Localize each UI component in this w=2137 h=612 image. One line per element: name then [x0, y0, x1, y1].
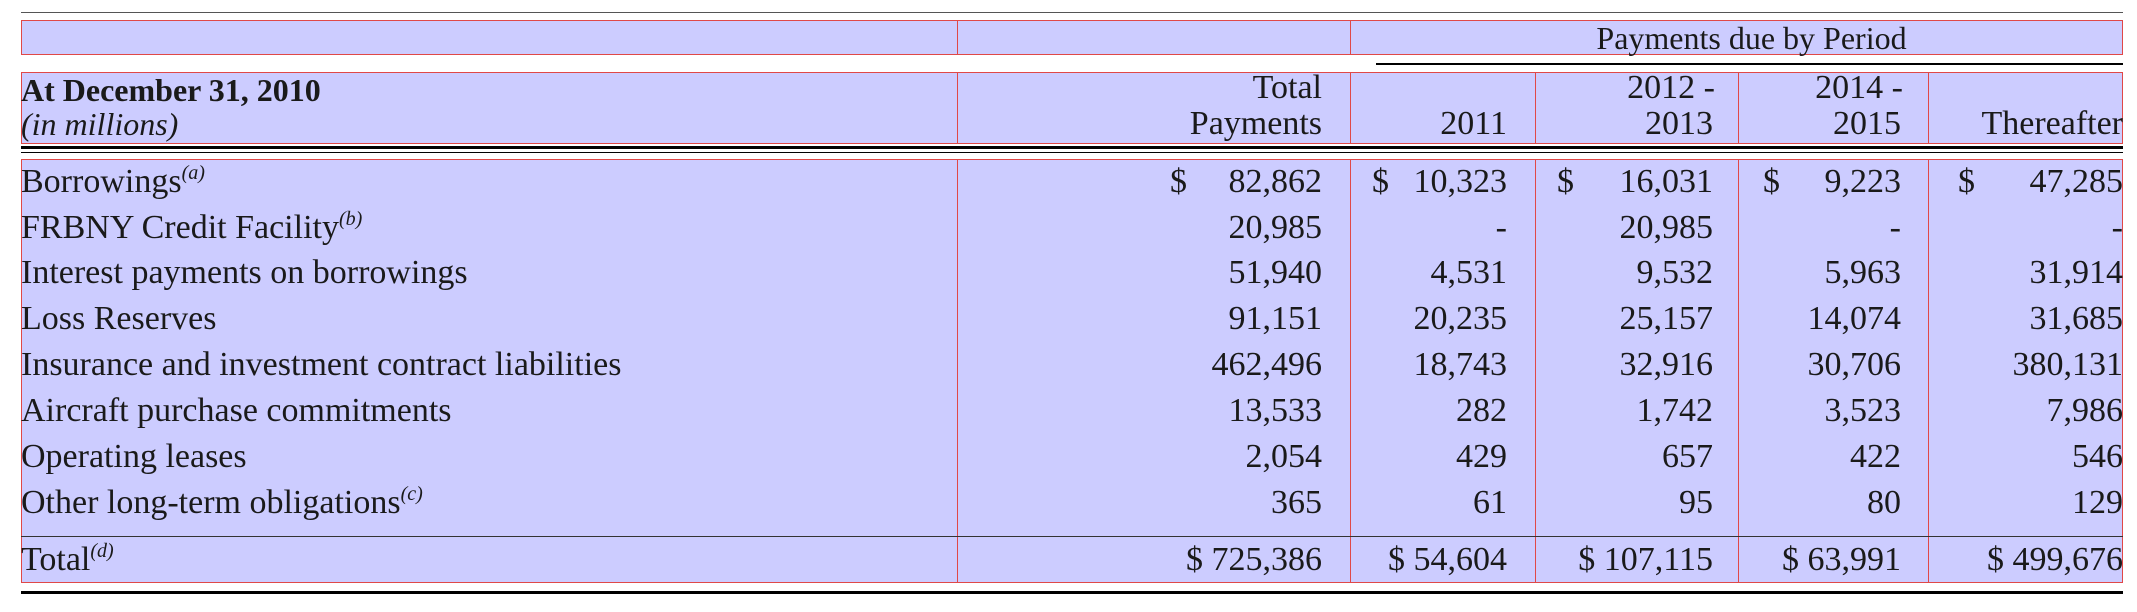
total-rule — [21, 536, 2123, 537]
total-cell: $ 63,991 — [1782, 541, 1901, 578]
cell-value: 25,157 — [1619, 300, 1713, 337]
table-cell — [1763, 391, 1901, 431]
table-cell — [1763, 345, 1901, 385]
table-cell — [1170, 437, 1322, 477]
table-cell — [1170, 345, 1322, 385]
table-cell — [1372, 162, 1507, 202]
cell-value: 20,235 — [1413, 300, 1507, 337]
table-cell — [1763, 162, 1901, 202]
stub-header-title: At December 31, 2010 — [21, 72, 321, 108]
table-cell — [1557, 162, 1713, 202]
row-label-text: Insurance and investment contract liabilities — [21, 346, 622, 383]
table-cell — [1170, 253, 1322, 293]
table-cell — [1557, 299, 1713, 339]
top-rule — [21, 12, 2123, 13]
cell-value: 2,054 — [1245, 438, 1322, 475]
cell-value: 31,914 — [2029, 254, 2123, 291]
row-label-text: FRBNY Credit Facility — [21, 209, 339, 246]
cell-value: 3,523 — [1824, 392, 1901, 429]
table-cell — [1557, 253, 1713, 293]
table-cell — [1763, 208, 1901, 248]
table-cell — [1557, 208, 1713, 248]
footnote-marker: (b) — [338, 208, 363, 230]
col-thereafter-line2: Thereafter — [1981, 105, 2123, 142]
cell-value: 282 — [1456, 392, 1507, 429]
table-cell — [1557, 345, 1713, 385]
row-label — [21, 299, 216, 339]
total-cell: $ 725,386 — [1186, 541, 1322, 578]
table-cell — [1372, 253, 1507, 293]
total-cell: $ 499,676 — [1987, 541, 2123, 578]
cell-value: 462,496 — [1211, 346, 1322, 383]
cell-value: 47,285 — [2029, 163, 2123, 200]
col-total-line1: Total — [1252, 69, 1322, 106]
table-cell — [1763, 299, 1901, 339]
table-cell — [1958, 391, 2123, 431]
table-cell — [1372, 299, 1507, 339]
table-cell — [1958, 299, 2123, 339]
row-label-text: Loss Reserves — [21, 300, 217, 337]
footnote-marker: (d) — [90, 540, 114, 562]
table-cell — [1170, 162, 1322, 202]
header-rule-thick — [21, 146, 2123, 149]
table-cell — [1170, 208, 1322, 248]
cell-value: 129 — [2072, 484, 2123, 521]
col-2014-line1: 2014 - — [1815, 69, 1903, 106]
currency-symbol: $ — [1372, 163, 1389, 200]
row-label — [21, 483, 423, 523]
cell-value: 95 — [1679, 484, 1713, 521]
footnote-marker: (c) — [400, 483, 423, 505]
cell-value: 9,223 — [1824, 163, 1901, 200]
row-label-text: Interest payments on borrowings — [21, 254, 468, 291]
cell-value: 32,916 — [1619, 346, 1713, 383]
table-cell — [1763, 483, 1901, 523]
table-cell — [1372, 483, 1507, 523]
table-cell — [1372, 208, 1507, 248]
table-cell — [1958, 253, 2123, 293]
row-label-text: Operating leases — [21, 438, 247, 475]
cell-value: 20,985 — [1619, 209, 1713, 246]
stub-header-subtitle: (in millions) — [21, 106, 179, 142]
cell-value: 91,151 — [1228, 300, 1322, 337]
col-2012-line1: 2012 - — [1627, 69, 1715, 106]
row-label — [21, 345, 621, 385]
cell-value: 82,862 — [1228, 163, 1322, 200]
currency-symbol: $ — [1763, 163, 1780, 200]
currency-symbol: $ — [1557, 163, 1574, 200]
cell-value: 380,131 — [2012, 346, 2123, 383]
cell-value: 18,743 — [1413, 346, 1507, 383]
table-cell — [1557, 483, 1713, 523]
cell-value: 5,963 — [1824, 254, 1901, 291]
cell-value: 422 — [1850, 438, 1901, 475]
row-label — [21, 253, 468, 293]
table-cell — [1170, 299, 1322, 339]
col-2014-line2: 2015 — [1833, 105, 1901, 142]
table-cell — [1170, 391, 1322, 431]
cell-value: 20,985 — [1228, 209, 1322, 246]
header-stub-cell — [21, 20, 958, 55]
cell-value: 51,940 — [1228, 254, 1322, 291]
total-cell: $ 54,604 — [1388, 541, 1507, 578]
row-label-text: Aircraft purchase commitments — [21, 392, 452, 429]
row-label-text: Borrowings — [21, 163, 182, 200]
row-label — [21, 437, 247, 477]
cell-value: 429 — [1456, 438, 1507, 475]
table-cell — [1557, 391, 1713, 431]
cell-value: 9,532 — [1636, 254, 1713, 291]
col-total-line2: Payments — [1189, 105, 1322, 142]
table-cell — [1372, 391, 1507, 431]
cell-value: 657 — [1662, 438, 1713, 475]
header-rule-thin — [21, 152, 2123, 153]
cell-value: 14,074 — [1807, 300, 1901, 337]
cell-value: 365 — [1271, 484, 1322, 521]
table-cell — [1958, 483, 2123, 523]
table-cell — [1372, 437, 1507, 477]
table-cell — [1958, 437, 2123, 477]
cell-value: 31,685 — [2029, 300, 2123, 337]
col-2012-line2: 2013 — [1645, 105, 1713, 142]
cell-value: 13,533 — [1228, 392, 1322, 429]
table-cell — [1958, 162, 2123, 202]
cell-value: 61 — [1473, 484, 1507, 521]
table-cell — [1958, 345, 2123, 385]
cell-value: 7,986 — [2046, 392, 2123, 429]
table-cell — [1958, 208, 2123, 248]
period-header: Payments due by Period — [1596, 20, 1907, 56]
cell-value: 16,031 — [1619, 163, 1713, 200]
cell-value: 10,323 — [1413, 163, 1507, 200]
table-cell — [1763, 253, 1901, 293]
cell-value: 1,742 — [1636, 392, 1713, 429]
row-label — [21, 162, 205, 202]
cell-value: 80 — [1867, 484, 1901, 521]
bottom-rule-thick — [21, 591, 2123, 594]
col-2011-line2: 2011 — [1440, 105, 1507, 142]
header-total-cell — [957, 20, 1351, 55]
table-cell — [1763, 437, 1901, 477]
row-label — [21, 391, 452, 431]
table-cell — [1170, 483, 1322, 523]
table-cell — [1372, 345, 1507, 385]
cell-value: 4,531 — [1430, 254, 1507, 291]
cell-value: - — [2111, 209, 2123, 246]
total-cell: $ 107,115 — [1578, 541, 1713, 578]
currency-symbol: $ — [1170, 163, 1187, 200]
currency-symbol: $ — [1958, 163, 1975, 200]
table-cell — [1557, 437, 1713, 477]
cell-value: 546 — [2072, 438, 2123, 475]
cell-value: - — [1889, 209, 1901, 246]
total-label — [21, 540, 114, 580]
total-label-text: Total — [21, 541, 91, 578]
footnote-marker: (a) — [181, 162, 205, 184]
cell-value: 30,706 — [1807, 346, 1901, 383]
cell-value: - — [1495, 209, 1507, 246]
row-label-text: Other long-term obligations — [21, 484, 401, 521]
row-label — [21, 208, 362, 248]
period-underline — [1376, 63, 2123, 65]
